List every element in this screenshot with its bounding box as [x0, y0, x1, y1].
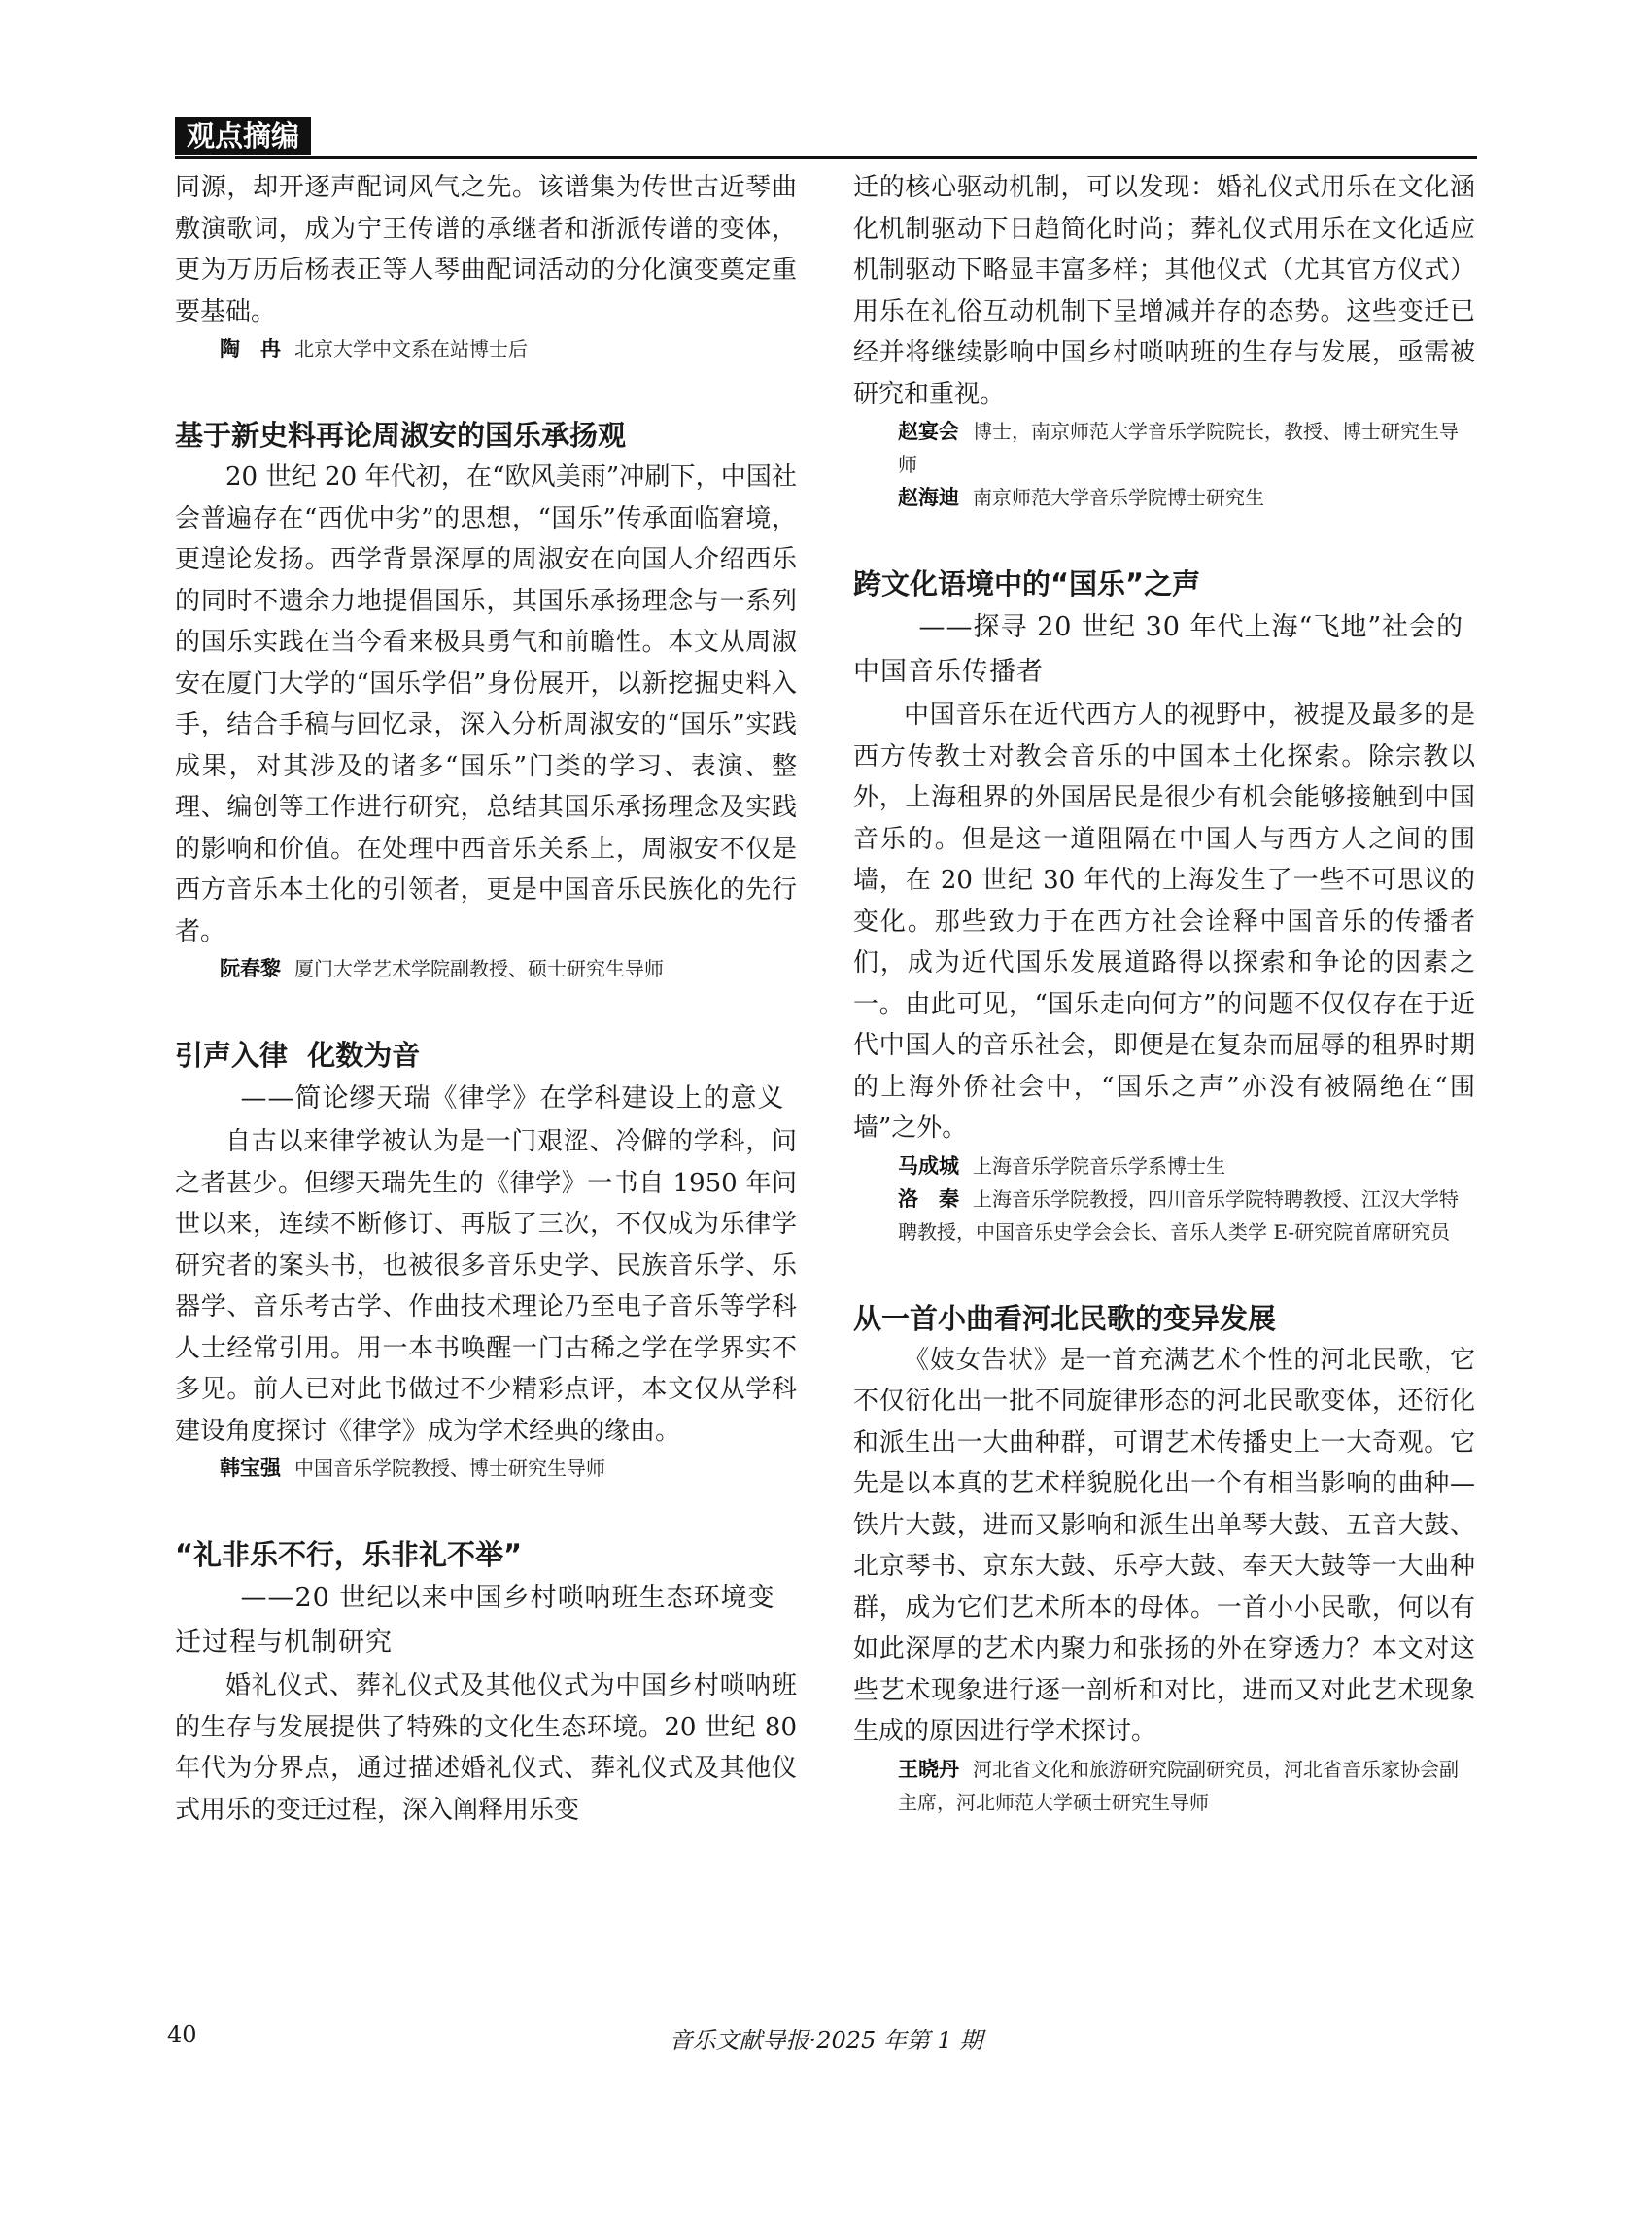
author-line — [853, 1149, 1475, 1182]
article-abstract: 《妓女告状》是一首充满艺术个性的河北民歌，它不仅衍化出一批不同旋律形态的河北民歌变体，还衍化和派生出一大曲种群，可谓艺术传播史上一大奇观。它先是以本真的艺术样貌脱化出一个有相当影响的曲种—铁片大鼓，进而又影响和派生出单琴大鼓、五音大鼓、北京琴书、京东大鼓、乐亭大鼓、奉天大鼓等一大曲种群，成为它们艺术所本的母体。一首小小民歌，何以有如此深厚的艺术内聚力和张扬的外在穿透力？本文对这些艺术现象进行逐一剖析和对比，进而又对此艺术现象生成的原因进行学术探讨。 — [853, 1345, 1475, 1746]
author-name: 赵海迪 — [898, 486, 959, 509]
article-title: 跨文化语境中的“国乐”之声 — [853, 567, 1201, 600]
article-title: 基于新史料再论周淑安的国乐承扬观 — [175, 419, 627, 452]
author-line — [175, 952, 797, 985]
author-title: 中国音乐学院教授、博士研究生导师 — [294, 1456, 605, 1480]
author-name: 韩宝强 — [220, 1456, 281, 1480]
article-abstract: 20 世纪 20 年代初，在“欧风美雨”冲刷下，中国社会普遍存在“西优中劣”的思想，“国乐”传承面临窘境，更遑论发扬。西学背景深厚的周淑安在向国人介绍西乐的同时不遗余力地提倡国乐，其国乐承扬理念与一系列的国乐实践在当今看来极具勇气和前瞻性。本文从周淑安在厦门大学的“国乐学侣”身份展开，以新挖掘史料入手，结合手稿与回忆录，深入分析周淑安的“国乐”实践成果，对其涉及的诸多“国乐”门类的学习、表演、整理、编创等工作进行研究，总结其国乐承扬理念及实践的影响和价值。在处理中西音乐关系上，周淑安不仅是西方音乐本土化的引领者，更是中国音乐民族化的先行者。 — [175, 463, 797, 946]
author-name: 赵宴会 — [898, 420, 959, 443]
author-name: 马成城 — [898, 1153, 959, 1178]
author-name: 洛 秦 — [898, 1186, 959, 1211]
left-column — [175, 167, 797, 1831]
author-line — [175, 332, 797, 365]
author-name: 陶 冉 — [220, 337, 281, 360]
author-title: 北京大学中文系在站博士后 — [294, 337, 528, 360]
author-title: 南京师范大学音乐学院博士研究生 — [973, 486, 1264, 509]
article-title: “礼非乐不行，乐非礼不举” — [175, 1538, 523, 1571]
article-abstract: 自古以来律学被认为是一门艰涩、冷僻的学科，问之者甚少。但缪天瑞先生的《律学》一书自 1950 年问世以来，连续不断修订、再版了三次，不仅成为乐律学研究者的案头书，也被很多音乐史学、民族音乐学、乐器学、音乐考古学、作曲技术理论乃至电子音乐等学科人士经常引用。用一本书唤醒一门古稀之学在学界实不多见。前人已对此书做过不少精彩点评，本文仅从学科建设角度探讨《律学》成为学术经典的缘由。 — [175, 1127, 797, 1446]
author-title: 博士，南京师范大学音乐学院院长，教授、博士研究生导师 — [898, 420, 1459, 476]
article-abstract: 婚礼仪式、葬礼仪式及其他仪式为中国乡村唢呐班的生存与发展提供了特殊的文化生态环境。20 世纪 80 年代为分界点，通过描述婚礼仪式、葬礼仪式及其他仪式用乐的变迁过程，深入阐释用乐变 — [175, 1671, 797, 1825]
author-line — [853, 415, 1475, 481]
article-subtitle: ——简论缪天瑞《律学》在学科建设上的意义 — [240, 1083, 785, 1114]
author-line — [853, 1753, 1475, 1819]
article-title: 从一首小曲看河北民歌的变异发展 — [853, 1301, 1277, 1335]
header-rule — [175, 156, 1477, 159]
article-subtitle: ——20 世纪以来中国乡村唢呐班生态环境变迁过程与机制研究 — [175, 1583, 775, 1658]
author-line — [853, 1182, 1475, 1249]
journal-footer: 音乐文献导报·2025 年第 1 期 — [669, 2027, 983, 2054]
page-number: 40 — [167, 2021, 197, 2048]
right-column — [853, 167, 1475, 1819]
continued-paragraph: 同源，却开逐声配词风气之先。该谱集为传世古近琴曲敷演歌词，成为宁王传谱的承继者和浙派传谱的变体，更为万历后杨表正等人琴曲配词活动的分化演变奠定重要基础。 — [175, 173, 797, 326]
author-line — [853, 481, 1475, 514]
section-label: 观点摘编 — [175, 117, 311, 155]
author-title: 上海音乐学院教授，四川音乐学院特聘教授、江汉大学特聘教授，中国音乐史学会会长、音乐人类学 E-研究院首席研究员 — [898, 1186, 1459, 1244]
section-header — [175, 115, 1477, 159]
author-name: 王晓丹 — [898, 1757, 959, 1781]
author-title: 河北省文化和旅游研究院副研究员，河北省音乐家协会副主席，河北师范大学硕士研究生导师 — [898, 1757, 1459, 1814]
article-subtitle: ——探寻 20 世纪 30 年代上海“飞地”社会的中国音乐传播者 — [853, 612, 1464, 687]
author-title: 上海音乐学院音乐学系博士生 — [973, 1153, 1225, 1178]
article-title: 引声入律 化数为音 — [175, 1039, 421, 1072]
author-title: 厦门大学艺术学院副教授、硕士研究生导师 — [294, 957, 664, 980]
author-line — [175, 1452, 797, 1485]
continued-paragraph: 迁的核心驱动机制，可以发现：婚礼仪式用乐在文化涵化机制驱动下日趋简化时尚；葬礼仪式用乐在文化适应机制驱动下略显丰富多样；其他仪式（尤其官方仪式）用乐在礼俗互动机制下呈增减并存的态势。这些变迁已经并将继续影响中国乡村唢呐班的生存与发展，亟需被研究和重视。 — [853, 173, 1475, 409]
article-abstract: 中国音乐在近代西方人的视野中，被提及最多的是西方传教士对教会音乐的中国本土化探索。除宗教以外，上海租界的外国居民是很少有机会能够接触到中国音乐的。但是这一道阻隔在中国人与西方人之间的围墙，在 20 世纪 30 年代的上海发生了一些不可思议的变化。那些致力于在西方社会诠释中国音乐的传播者们，成为近代国乐发展道路得以探索和争论的因素之一。由此可见，“国乐走向何方”的问题不仅仅存在于近代中国人的音乐社会，即便是在复杂而屈辱的租界时期的上海外侨社会中，“国乐之声”亦没有被隔绝在“围墙”之外。 — [853, 701, 1475, 1143]
author-name: 阮春黎 — [220, 957, 281, 980]
